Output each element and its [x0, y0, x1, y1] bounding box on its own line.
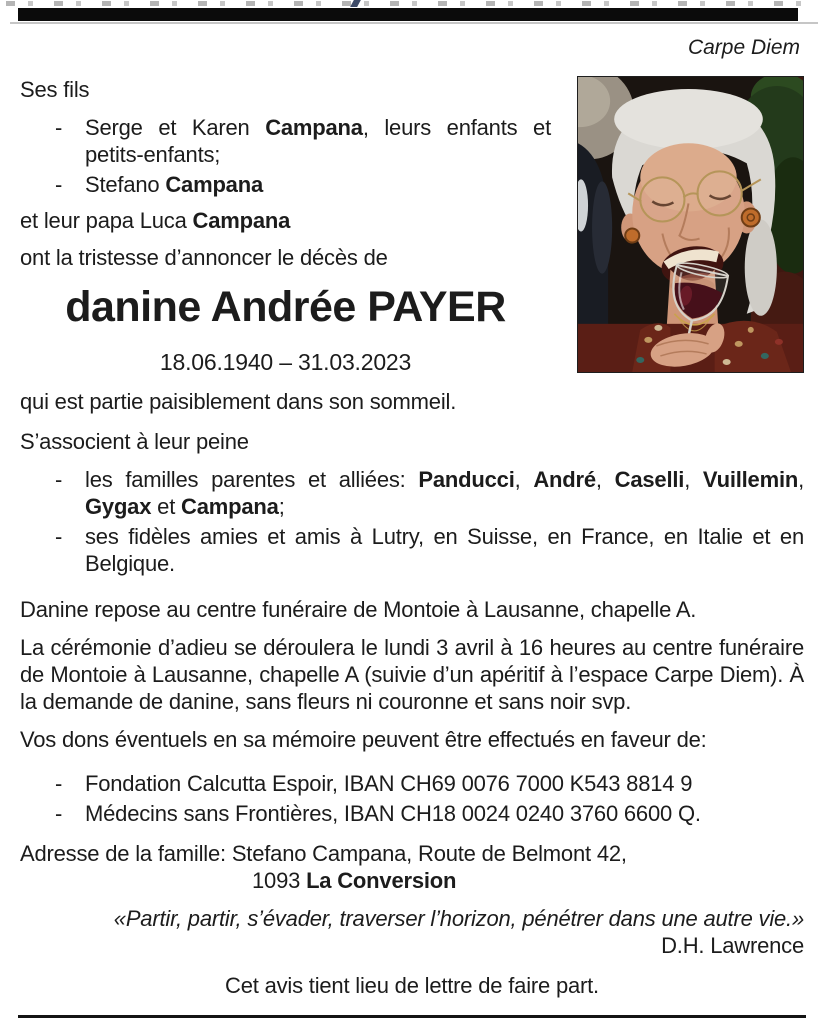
bottom-rule — [18, 1015, 806, 1018]
intro-line: Ses fils — [20, 77, 90, 102]
scan-hairline — [10, 22, 818, 24]
son-item — [55, 171, 551, 198]
father-line: et leur papa Luca Campana — [20, 208, 291, 233]
closing-line: Cet avis tient lieu de lettre de faire part. — [225, 973, 599, 998]
family-address-line-2: 1093 La Conversion — [252, 868, 457, 893]
donation-item — [55, 800, 804, 827]
mourner-item-text: les familles parentes et alliées: Panducci, André, Caselli, Vuillemin, Gygax et Campana; — [85, 467, 805, 519]
dash-bullet: - — [55, 524, 63, 549]
quote-line: «Partir, partir, s’évader, traverser l’horizon, pénétrer dans une autre vie.» — [113, 906, 804, 931]
mourner-item-text: ses fidèles amies et amis à Lutry, en Suisse, en France, en Italie et en Belgique. — [85, 524, 804, 576]
deceased-name-heading: danine Andrée PAYER — [65, 283, 506, 331]
repose-line: Danine repose au centre funéraire de Montoie à Lausanne, chapelle A. — [20, 597, 697, 622]
mourners-list — [20, 466, 804, 577]
dash-bullet: - — [55, 467, 63, 492]
passing-line: qui est partie paisiblement dans son sommeil. — [20, 389, 457, 414]
woman-portrait-illustration — [578, 77, 803, 372]
life-dates: 18.06.1940 – 31.03.2023 — [159, 349, 412, 375]
portrait-photo — [577, 76, 804, 373]
notice-body — [0, 76, 824, 999]
mourner-item — [55, 466, 804, 520]
mourner-item — [55, 523, 804, 577]
announcement-line: ont la tristesse d’annoncer le décès de — [20, 245, 388, 270]
donation-item — [55, 770, 804, 797]
header-black-bar — [18, 8, 798, 21]
donation-item-text: Fondation Calcutta Espoir, IBAN CH69 0076 7000 K543 8814 9 — [85, 771, 693, 796]
donations-intro-line: Vos dons éventuels en sa mémoire peuvent être effectués en faveur de: — [20, 727, 707, 752]
donations-list — [20, 770, 804, 827]
dash-bullet: - — [55, 115, 63, 140]
clipped-character-mark — [350, 0, 361, 7]
dash-bullet: - — [55, 801, 63, 826]
motto-carpe-diem: Carpe Diem — [687, 36, 800, 59]
dash-bullet: - — [55, 771, 63, 796]
ceremony-paragraph: La cérémonie d’adieu se déroulera le lundi 3 avril à 16 heures au centre funéraire de Montoie à Lausanne, chapelle A (suivie d’un apéritif à l’espace Carpe Diem). À la demande de danine, sans fleurs ni couronne et sans noir svp. — [20, 635, 804, 714]
donation-item-text: Médecins sans Frontières, IBAN CH18 0024 0240 3760 6600 Q. — [85, 801, 701, 826]
son-item-text: Serge et Karen Campana, leurs enfants et petits-enfants; — [85, 115, 551, 167]
mourners-intro-line: S’associent à leur peine — [20, 429, 249, 454]
quote-author: D.H. Lawrence — [661, 933, 804, 958]
clipped-header-remnants — [6, 1, 810, 6]
son-item-text: Stefano Campana — [85, 172, 263, 197]
family-address-line-1: Adresse de la famille: Stefano Campana, Route de Belmont 42, — [20, 841, 627, 866]
son-item — [55, 114, 551, 168]
dash-bullet: - — [55, 172, 63, 197]
